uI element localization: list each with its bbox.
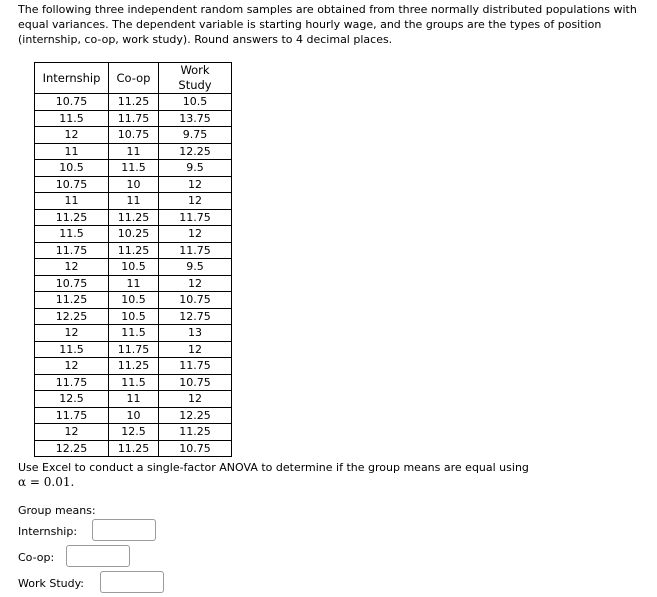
- cell-internship: 11.5: [35, 226, 109, 243]
- work-study-mean-input[interactable]: [100, 571, 164, 593]
- cell-work-study: 12.75: [159, 308, 232, 325]
- cell-work-study: 12: [159, 193, 232, 210]
- cell-work-study: 9.75: [159, 127, 232, 144]
- cell-coop: 11.25: [109, 209, 159, 226]
- cell-coop: 10.5: [109, 308, 159, 325]
- group-means-label: Group means:: [18, 504, 96, 517]
- coop-mean-input[interactable]: [66, 545, 130, 567]
- table-row: [35, 259, 232, 276]
- cell-internship: 12: [35, 127, 109, 144]
- cell-coop: 11.25: [109, 440, 159, 457]
- cell-work-study: 11.75: [159, 209, 232, 226]
- table-row: [35, 407, 232, 424]
- cell-coop: 10.5: [109, 259, 159, 276]
- cell-work-study: 12: [159, 275, 232, 292]
- cell-internship: 11.25: [35, 209, 109, 226]
- cell-work-study: 11.25: [159, 424, 232, 441]
- cell-coop: 10: [109, 176, 159, 193]
- cell-coop: 11.75: [109, 110, 159, 127]
- table-row: [35, 440, 232, 457]
- cell-internship: 12: [35, 325, 109, 342]
- table-row: [35, 341, 232, 358]
- work-study-label: Work Study:: [18, 577, 85, 590]
- cell-coop: 10: [109, 407, 159, 424]
- cell-internship: 11.75: [35, 407, 109, 424]
- cell-internship: 10.75: [35, 176, 109, 193]
- cell-coop: 12.5: [109, 424, 159, 441]
- cell-work-study: 10.75: [159, 440, 232, 457]
- cell-work-study: 12: [159, 341, 232, 358]
- cell-work-study: 10.75: [159, 374, 232, 391]
- cell-coop: 11.5: [109, 325, 159, 342]
- cell-internship: 12: [35, 424, 109, 441]
- table-body: [35, 94, 232, 457]
- cell-internship: 11.5: [35, 341, 109, 358]
- table-row: [35, 391, 232, 408]
- table-row: [35, 94, 232, 111]
- table-header-row: [35, 63, 232, 94]
- cell-work-study: 12.25: [159, 407, 232, 424]
- cell-coop: 11.5: [109, 374, 159, 391]
- cell-work-study: 13.75: [159, 110, 232, 127]
- cell-work-study: 10.75: [159, 292, 232, 309]
- alpha-value: = 0.01.: [26, 475, 75, 489]
- table-row: [35, 424, 232, 441]
- internship-label: Internship:: [18, 525, 78, 538]
- table-row: [35, 325, 232, 342]
- table-row: [35, 127, 232, 144]
- cell-internship: 11.5: [35, 110, 109, 127]
- cell-internship: 10.75: [35, 94, 109, 111]
- table-row: [35, 292, 232, 309]
- cell-coop: 11.25: [109, 358, 159, 375]
- cell-coop: 11: [109, 143, 159, 160]
- cell-coop: 11: [109, 391, 159, 408]
- cell-internship: 10.5: [35, 160, 109, 177]
- table-row: [35, 358, 232, 375]
- cell-coop: 10.75: [109, 127, 159, 144]
- cell-work-study: 11.75: [159, 242, 232, 259]
- cell-internship: 11.75: [35, 374, 109, 391]
- cell-internship: 12.25: [35, 440, 109, 457]
- cell-work-study: 12: [159, 176, 232, 193]
- cell-internship: 12: [35, 358, 109, 375]
- table-row: [35, 209, 232, 226]
- cell-coop: 11.5: [109, 160, 159, 177]
- instruction-text: [18, 461, 638, 490]
- problem-intro: The following three independent random samples are obtained from three normally distributed populations with equal variances. The dependent variable is starting hourly wage, and the groups are the types of position (internship, co-op, work study). Round answers to 4 decimal places.: [18, 3, 637, 46]
- cell-work-study: 11.75: [159, 358, 232, 375]
- cell-coop: 11: [109, 193, 159, 210]
- cell-coop: 11.25: [109, 94, 159, 111]
- cell-internship: 11: [35, 193, 109, 210]
- cell-internship: 11: [35, 143, 109, 160]
- cell-internship: 12.25: [35, 308, 109, 325]
- table-row: [35, 176, 232, 193]
- instruction-sentence: Use Excel to conduct a single-factor ANOVA to determine if the group means are equal using: [18, 461, 529, 474]
- cell-work-study: 9.5: [159, 160, 232, 177]
- alpha-symbol: α: [18, 475, 27, 489]
- table-row: [35, 226, 232, 243]
- cell-work-study: 12: [159, 391, 232, 408]
- cell-work-study: 12: [159, 226, 232, 243]
- internship-mean-input[interactable]: [92, 519, 156, 541]
- coop-label: Co-op:: [18, 551, 55, 564]
- header-coop: Co-op: [109, 63, 159, 94]
- cell-internship: 12: [35, 259, 109, 276]
- header-internship: Internship: [35, 63, 109, 94]
- table-row: [35, 143, 232, 160]
- cell-work-study: 10.5: [159, 94, 232, 111]
- cell-internship: 11.75: [35, 242, 109, 259]
- header-work-study: Work Study: [159, 63, 232, 94]
- cell-work-study: 12.25: [159, 143, 232, 160]
- cell-internship: 11.25: [35, 292, 109, 309]
- table-row: [35, 374, 232, 391]
- cell-work-study: 9.5: [159, 259, 232, 276]
- table-row: [35, 110, 232, 127]
- cell-internship: 12.5: [35, 391, 109, 408]
- cell-coop: 11: [109, 275, 159, 292]
- table-row: [35, 160, 232, 177]
- cell-coop: 10.5: [109, 292, 159, 309]
- cell-coop: 10.25: [109, 226, 159, 243]
- table-row: [35, 193, 232, 210]
- data-table: [34, 62, 232, 457]
- table-row: [35, 275, 232, 292]
- cell-coop: 11.25: [109, 242, 159, 259]
- cell-work-study: 13: [159, 325, 232, 342]
- cell-internship: 10.75: [35, 275, 109, 292]
- cell-coop: 11.75: [109, 341, 159, 358]
- table-row: [35, 242, 232, 259]
- table-row: [35, 308, 232, 325]
